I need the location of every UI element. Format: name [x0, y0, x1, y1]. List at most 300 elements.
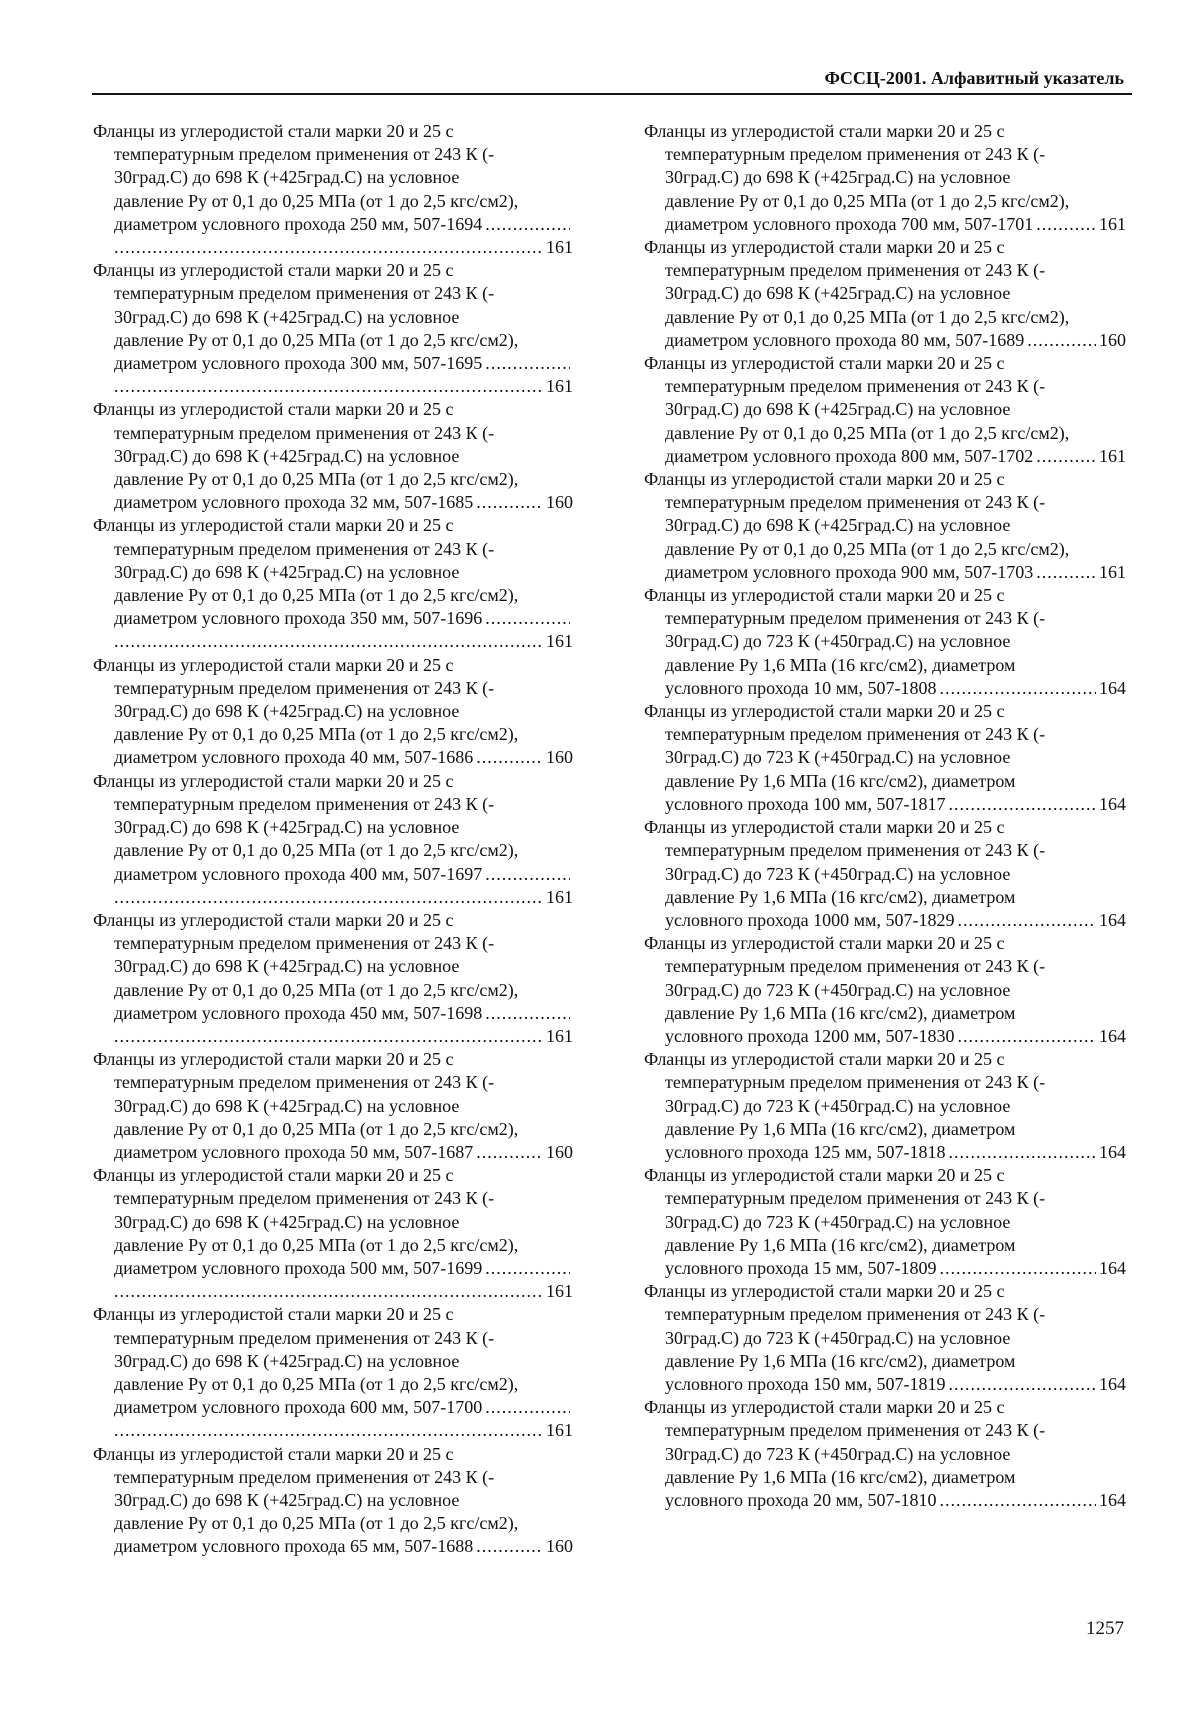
entry-text: 30град.С) до 723 К (+450град.С) на условное — [665, 979, 1011, 1000]
entry-text: давление Ру от 0,1 до 0,25 МПа (от 1 до 2,5 кгс/см2), — [114, 840, 519, 861]
header-rule — [92, 93, 1132, 95]
entry-line — [644, 468, 1126, 491]
dot-leader — [114, 1025, 543, 1048]
entry-line — [644, 1373, 1126, 1396]
entry-text: давление Ру от 0,1 до 0,25 МПа (от 1 до 2,5 кгс/см2), — [114, 979, 519, 1000]
dot-leader — [476, 746, 543, 769]
entry-page-number: 164 — [1099, 1257, 1126, 1278]
entry-line — [644, 166, 1126, 189]
entry-leader-line — [93, 236, 573, 259]
entry-text: 30град.С) до 698 К (+425град.С) на условное — [114, 306, 460, 327]
entry-line — [93, 607, 573, 630]
dot-leader — [114, 375, 543, 398]
dot-leader — [485, 213, 570, 236]
entry-text: температурным пределом применения от 243 К (- — [665, 260, 1046, 281]
entry-page-number: 164 — [1099, 677, 1126, 698]
entry-line — [93, 584, 573, 607]
entry-line — [93, 190, 573, 213]
entry-line — [93, 1373, 573, 1396]
entry-line — [644, 886, 1126, 909]
entry-line — [93, 1002, 573, 1025]
entry-page-number: 164 — [1099, 909, 1126, 930]
entry-text: 30град.С) до 698 К (+425град.С) на условное — [114, 1350, 460, 1371]
entry-leader-line — [93, 630, 573, 653]
dot-leader — [485, 1257, 570, 1280]
entry-text: 30град.С) до 698 К (+425град.С) на условное — [114, 1095, 460, 1116]
entry-line — [644, 213, 1126, 236]
dot-leader — [485, 1002, 570, 1025]
entry-text: Фланцы из углеродистой стали марки 20 и 25 с — [93, 515, 454, 536]
dot-leader — [114, 236, 543, 259]
entry-text: условного прохода 10 мм, 507-1808 — [665, 677, 937, 698]
entry-text: 30град.С) до 723 К (+450град.С) на условное — [665, 631, 1011, 652]
entry-page-number: 161 — [1099, 213, 1126, 234]
entry-leader-line — [93, 1280, 573, 1303]
entry-page-number: 164 — [1099, 1025, 1126, 1046]
entry-line — [93, 120, 573, 143]
entry-text: условного прохода 20 мм, 507-1810 — [665, 1489, 937, 1510]
entry-text: давление Ру от 0,1 до 0,25 МПа (от 1 до 2,5 кгс/см2), — [114, 1373, 519, 1394]
entry-line — [93, 1350, 573, 1373]
entry-line — [644, 584, 1126, 607]
dot-leader — [114, 1419, 543, 1442]
entry-text: диаметром условного прохода 800 мм, 507-1702 — [665, 445, 1034, 466]
entry-page-number: 161 — [1099, 445, 1126, 466]
entry-text: Фланцы из углеродистой стали марки 20 и 25 с — [93, 1049, 454, 1070]
entry-page-number: 160 — [546, 492, 573, 513]
entry-line — [93, 1512, 573, 1535]
entry-line — [644, 1257, 1126, 1280]
dot-leader — [114, 886, 543, 909]
entry-line — [644, 352, 1126, 375]
entry-text: температурным пределом применения от 243 К (- — [665, 492, 1046, 513]
entry-text: Фланцы из углеродистой стали марки 20 и 25 с — [644, 1397, 1005, 1418]
entry-page-number: 164 — [1099, 1141, 1126, 1162]
index-entry — [93, 514, 573, 653]
entry-line — [644, 561, 1126, 584]
entry-text: давление Ру 1,6 МПа (16 кгс/см2), диаметром — [665, 1466, 1016, 1487]
dot-leader — [485, 607, 570, 630]
entry-line — [644, 514, 1126, 537]
entry-line — [644, 1350, 1126, 1373]
entry-line — [644, 1118, 1126, 1141]
entry-page-number: 164 — [1099, 793, 1126, 814]
index-entry — [644, 584, 1126, 700]
entry-text: 30град.С) до 723 К (+450град.С) на условное — [665, 1095, 1011, 1116]
entry-line — [644, 1164, 1126, 1187]
entry-text: диаметром условного прохода 50 мм, 507-1687 — [114, 1141, 474, 1162]
dot-leader — [948, 793, 1096, 816]
entry-text: Фланцы из углеродистой стали марки 20 и 25 с — [644, 817, 1005, 838]
entry-line — [93, 1396, 573, 1419]
entry-text: давление Ру от 0,1 до 0,25 МПа (от 1 до 2,5 кгс/см2), — [665, 190, 1070, 211]
entry-text: давление Ру от 0,1 до 0,25 МПа (от 1 до 2,5 кгс/см2), — [114, 724, 519, 745]
entry-text: температурным пределом применения от 243 К (- — [665, 1304, 1046, 1325]
entry-line — [644, 143, 1126, 166]
entry-line — [93, 329, 573, 352]
entry-line — [644, 190, 1126, 213]
entry-text: диаметром условного прохода 450 мм, 507-1698 — [114, 1002, 483, 1023]
entry-page-number: 160 — [546, 747, 573, 768]
entry-text: давление Ру 1,6 МПа (16 кгс/см2), диаметром — [665, 1350, 1016, 1371]
entry-line — [644, 329, 1126, 352]
entry-line — [93, 979, 573, 1002]
entry-text: Фланцы из углеродистой стали марки 20 и 25 с — [93, 909, 454, 930]
dot-leader — [948, 1373, 1096, 1396]
entry-text: Фланцы из углеродистой стали марки 20 и 25 с — [644, 469, 1005, 490]
entry-text: 30град.С) до 698 К (+425град.С) на условное — [665, 167, 1011, 188]
entry-line — [93, 306, 573, 329]
entry-text: Фланцы из углеродистой стали марки 20 и 25 с — [644, 701, 1005, 722]
entry-text: 30град.С) до 698 К (+425град.С) на условное — [114, 445, 460, 466]
entry-line — [93, 1303, 573, 1326]
entry-text: Фланцы из углеродистой стали марки 20 и 25 с — [93, 399, 454, 420]
index-entry — [93, 770, 573, 909]
entry-line — [644, 654, 1126, 677]
entry-line — [644, 1234, 1126, 1257]
entry-text: условного прохода 15 мм, 507-1809 — [665, 1257, 937, 1278]
entry-line — [93, 677, 573, 700]
entry-line — [93, 700, 573, 723]
entry-line — [644, 1303, 1126, 1326]
index-entry — [93, 654, 573, 770]
entry-leader-line — [93, 375, 573, 398]
entry-line — [93, 793, 573, 816]
entry-page-number: 161 — [546, 376, 573, 397]
entry-text: давление Ру от 0,1 до 0,25 МПа (от 1 до 2,5 кгс/см2), — [114, 1118, 519, 1139]
entry-line — [644, 1048, 1126, 1071]
entry-line — [93, 654, 573, 677]
entry-line — [93, 1443, 573, 1466]
entry-line — [93, 538, 573, 561]
entry-text: давление Ру 1,6 МПа (16 кгс/см2), диаметром — [665, 770, 1016, 791]
entry-text: диаметром условного прохода 80 мм, 507-1689 — [665, 329, 1025, 350]
entry-line — [93, 723, 573, 746]
dot-leader — [939, 1257, 1096, 1280]
entry-text: 30град.С) до 698 К (+425град.С) на условное — [114, 817, 460, 838]
entry-line — [93, 1466, 573, 1489]
entry-line — [93, 422, 573, 445]
entry-line — [93, 1071, 573, 1094]
entry-text: Фланцы из углеродистой стали марки 20 и 25 с — [93, 770, 454, 791]
entry-line — [93, 1164, 573, 1187]
entry-line — [93, 770, 573, 793]
entry-text: Фланцы из углеродистой стали марки 20 и 25 с — [644, 1165, 1005, 1186]
entry-text: давление Ру от 0,1 до 0,25 МПа (от 1 до 2,5 кгс/см2), — [114, 585, 519, 606]
entry-text: давление Ру 1,6 МПа (16 кгс/см2), диаметром — [665, 1234, 1016, 1255]
entry-text: температурным пределом применения от 243 К (- — [114, 538, 495, 559]
index-entry — [644, 932, 1126, 1048]
entry-text: давление Ру 1,6 МПа (16 кгс/см2), диаметром — [665, 654, 1016, 675]
entry-text: 30град.С) до 698 К (+425град.С) на условное — [665, 515, 1011, 536]
entry-page-number: 164 — [1099, 1489, 1126, 1510]
entry-page-number: 160 — [1099, 329, 1126, 350]
entry-line — [93, 816, 573, 839]
entry-text: температурным пределом применения от 243 К (- — [665, 1188, 1046, 1209]
entry-line — [644, 1327, 1126, 1350]
entry-text: температурным пределом применения от 243 К (- — [114, 793, 495, 814]
entry-text: Фланцы из углеродистой стали марки 20 и 25 с — [93, 121, 454, 141]
index-column-left — [93, 120, 573, 1559]
entry-page-number: 161 — [546, 1025, 573, 1046]
entry-text: давление Ру от 0,1 до 0,25 МПа (от 1 до 2,5 кгс/см2), — [114, 469, 519, 490]
dot-leader — [114, 1280, 543, 1303]
entry-line — [644, 422, 1126, 445]
entry-text: температурным пределом применения от 243 К (- — [114, 144, 495, 165]
entry-text: давление Ру от 0,1 до 0,25 МПа (от 1 до 2,5 кгс/см2), — [665, 538, 1070, 559]
index-entry — [93, 1164, 573, 1303]
entry-line — [644, 1002, 1126, 1025]
entry-text: давление Ру от 0,1 до 0,25 МПа (от 1 до 2,5 кгс/см2), — [114, 329, 519, 350]
entry-line — [644, 398, 1126, 421]
entry-line — [93, 1489, 573, 1512]
entry-text: условного прохода 1000 мм, 507-1829 — [665, 909, 955, 930]
entry-line — [93, 352, 573, 375]
index-entry — [644, 1280, 1126, 1396]
dot-leader — [476, 1141, 543, 1164]
entry-text: диаметром условного прохода 400 мм, 507-1697 — [114, 863, 483, 884]
dot-leader — [957, 1025, 1096, 1048]
entry-line — [93, 1327, 573, 1350]
entry-text: температурным пределом применения от 243 К (- — [114, 1327, 495, 1348]
entry-text: диаметром условного прохода 300 мм, 507-1695 — [114, 353, 483, 374]
entry-page-number: 161 — [546, 631, 573, 652]
entry-text: диаметром условного прохода 32 мм, 507-1685 — [114, 492, 474, 513]
entry-line — [644, 1443, 1126, 1466]
entry-text: давление Ру от 0,1 до 0,25 МПа (от 1 до 2,5 кгс/см2), — [114, 1234, 519, 1255]
entry-line — [644, 1466, 1126, 1489]
entry-line — [644, 863, 1126, 886]
entry-text: 30град.С) до 698 К (+425град.С) на условное — [665, 399, 1011, 420]
entry-text: диаметром условного прохода 500 мм, 507-1699 — [114, 1257, 483, 1278]
index-entry — [644, 816, 1126, 932]
entry-text: Фланцы из углеродистой стали марки 20 и 25 с — [644, 1281, 1005, 1302]
entry-line — [93, 1118, 573, 1141]
entry-line — [644, 445, 1126, 468]
index-entry — [644, 120, 1126, 236]
entry-line — [644, 979, 1126, 1002]
dot-leader — [1036, 445, 1096, 468]
entry-text: 30град.С) до 698 К (+425град.С) на условное — [114, 167, 460, 188]
entry-line — [93, 166, 573, 189]
entry-line — [93, 259, 573, 282]
entry-text: Фланцы из углеродистой стали марки 20 и 25 с — [93, 260, 454, 281]
entry-text: температурным пределом применения от 243 К (- — [665, 144, 1046, 165]
entry-line — [93, 1187, 573, 1210]
dot-leader — [957, 909, 1096, 932]
dot-leader — [939, 1489, 1096, 1512]
entry-line — [644, 770, 1126, 793]
entry-text: Фланцы из углеродистой стали марки 20 и 25 с — [644, 237, 1005, 258]
dot-leader — [948, 1141, 1096, 1164]
entry-line — [93, 909, 573, 932]
index-entry — [93, 120, 573, 259]
entry-page-number: 161 — [546, 237, 573, 258]
entry-text: температурным пределом применения от 243 К (- — [665, 724, 1046, 745]
entry-text: температурным пределом применения от 243 К (- — [114, 422, 495, 443]
entry-text: Фланцы из углеродистой стали марки 20 и 25 с — [93, 1165, 454, 1186]
entry-line — [644, 1211, 1126, 1234]
entry-text: температурным пределом применения от 243 К (- — [114, 1466, 495, 1487]
entry-page-number: 164 — [1099, 1373, 1126, 1394]
index-entry — [93, 1303, 573, 1442]
entry-line — [644, 1280, 1126, 1303]
entry-line — [644, 306, 1126, 329]
entry-text: температурным пределом применения от 243 К (- — [665, 376, 1046, 397]
entry-line — [644, 282, 1126, 305]
entry-line — [93, 445, 573, 468]
entry-text: Фланцы из углеродистой стали марки 20 и 25 с — [644, 585, 1005, 606]
entry-page-number: 161 — [546, 1281, 573, 1302]
entry-line — [644, 955, 1126, 978]
entry-text: Фланцы из углеродистой стали марки 20 и 25 с — [93, 1443, 454, 1464]
entry-line — [93, 1048, 573, 1071]
entry-leader-line — [93, 1025, 573, 1048]
entry-page-number: 160 — [546, 1536, 573, 1557]
dot-leader — [476, 491, 543, 514]
index-entry — [93, 398, 573, 514]
index-entry — [644, 1048, 1126, 1164]
entry-line — [93, 1211, 573, 1234]
entry-text: температурным пределом применения от 243 К (- — [114, 1188, 495, 1209]
entry-text: температурным пределом применения от 243 К (- — [665, 608, 1046, 629]
entry-line — [93, 1095, 573, 1118]
entry-line — [93, 839, 573, 862]
entry-line — [644, 375, 1126, 398]
entry-text: давление Ру 1,6 МПа (16 кгс/см2), диаметром — [665, 1002, 1016, 1023]
entry-text: 30град.С) до 698 К (+425град.С) на условное — [114, 1211, 460, 1232]
entry-line — [644, 259, 1126, 282]
entry-text: 30град.С) до 698 К (+425град.С) на условное — [114, 956, 460, 977]
entry-text: диаметром условного прохода 900 мм, 507-1703 — [665, 561, 1034, 582]
index-entry — [93, 1048, 573, 1164]
entry-text: Фланцы из углеродистой стали марки 20 и 25 с — [93, 1304, 454, 1325]
entry-line — [644, 793, 1126, 816]
entry-line — [93, 1234, 573, 1257]
page-header-title: ФССЦ-2001. Алфавитный указатель — [824, 68, 1124, 88]
entry-text: давление Ру от 0,1 до 0,25 МПа (от 1 до 2,5 кгс/см2), — [665, 422, 1070, 443]
entry-text: давление Ру 1,6 МПа (16 кгс/см2), диаметром — [665, 886, 1016, 907]
entry-line — [93, 491, 573, 514]
entry-line — [644, 723, 1126, 746]
entry-text: давление Ру 1,6 МПа (16 кгс/см2), диаметром — [665, 1118, 1016, 1139]
entry-line — [93, 514, 573, 537]
index-entry — [644, 700, 1126, 816]
dot-leader — [476, 1535, 543, 1558]
entry-line — [93, 213, 573, 236]
entry-text: Фланцы из углеродистой стали марки 20 и 25 с — [644, 1049, 1005, 1070]
entry-line — [93, 746, 573, 769]
entry-text: 30град.С) до 723 К (+450град.С) на условное — [665, 1211, 1011, 1232]
entry-line — [93, 1141, 573, 1164]
index-entry — [644, 1396, 1126, 1512]
entry-text: 30град.С) до 723 К (+450град.С) на условное — [665, 1327, 1011, 1348]
entry-line — [93, 863, 573, 886]
entry-text: диаметром условного прохода 40 мм, 507-1686 — [114, 747, 474, 768]
entry-text: давление Ру от 0,1 до 0,25 МПа (от 1 до 2,5 кгс/см2), — [114, 1513, 519, 1534]
entry-text: температурным пределом применения от 243 К (- — [114, 1072, 495, 1093]
index-entry — [93, 1443, 573, 1559]
entry-line — [644, 1489, 1126, 1512]
entry-text: условного прохода 1200 мм, 507-1830 — [665, 1025, 955, 1046]
entry-line — [644, 909, 1126, 932]
entry-line — [644, 630, 1126, 653]
index-entry — [93, 259, 573, 398]
entry-text: температурным пределом применения от 243 К (- — [665, 956, 1046, 977]
dot-leader — [485, 863, 570, 886]
entry-line — [93, 398, 573, 421]
entry-line — [93, 143, 573, 166]
entry-text: диаметром условного прохода 700 мм, 507-1701 — [665, 213, 1034, 234]
entry-text: диаметром условного прохода 65 мм, 507-1688 — [114, 1536, 474, 1557]
index-entry — [644, 352, 1126, 468]
entry-text: 30град.С) до 698 К (+425град.С) на условное — [114, 561, 460, 582]
index-column-right — [644, 120, 1126, 1512]
dot-leader — [1036, 561, 1096, 584]
entry-line — [93, 1257, 573, 1280]
entry-text: 30град.С) до 723 К (+450град.С) на условное — [665, 863, 1011, 884]
entry-text: температурным пределом применения от 243 К (- — [114, 677, 495, 698]
entry-line — [644, 236, 1126, 259]
index-entry — [644, 1164, 1126, 1280]
entry-text: температурным пределом применения от 243 К (- — [114, 283, 495, 304]
index-entry — [93, 909, 573, 1048]
entry-line — [93, 955, 573, 978]
entry-line — [644, 932, 1126, 955]
entry-line — [644, 816, 1126, 839]
entry-line — [644, 1095, 1126, 1118]
dot-leader — [1027, 329, 1096, 352]
entry-text: диаметром условного прохода 350 мм, 507-1696 — [114, 608, 483, 629]
entry-text: диаметром условного прохода 250 мм, 507-1694 — [114, 213, 483, 234]
dot-leader — [1036, 213, 1096, 236]
entry-text: температурным пределом применения от 243 К (- — [665, 840, 1046, 861]
dot-leader — [485, 352, 570, 375]
entry-line — [644, 491, 1126, 514]
entry-line — [644, 120, 1126, 143]
entry-text: 30град.С) до 698 К (+425град.С) на условное — [665, 283, 1011, 304]
dot-leader — [485, 1396, 570, 1419]
entry-text: давление Ру от 0,1 до 0,25 МПа (от 1 до 2,5 кгс/см2), — [114, 190, 519, 211]
entry-leader-line — [93, 886, 573, 909]
entry-line — [644, 607, 1126, 630]
entry-page-number: 161 — [546, 886, 573, 907]
dot-leader — [114, 630, 543, 653]
entry-text: условного прохода 150 мм, 507-1819 — [665, 1373, 946, 1394]
entry-line — [644, 1187, 1126, 1210]
entry-text: Фланцы из углеродистой стали марки 20 и 25 с — [93, 654, 454, 675]
entry-line — [644, 700, 1126, 723]
dot-leader — [939, 677, 1096, 700]
entry-page-number: 160 — [546, 1141, 573, 1162]
entry-line — [644, 746, 1126, 769]
entry-page-number: 161 — [1099, 561, 1126, 582]
entry-line — [644, 1141, 1126, 1164]
entry-text: Фланцы из углеродистой стали марки 20 и 25 с — [644, 933, 1005, 954]
entry-text: 30град.С) до 723 К (+450град.С) на условное — [665, 747, 1011, 768]
entry-line — [93, 282, 573, 305]
entry-text: 30град.С) до 723 К (+450град.С) на условное — [665, 1443, 1011, 1464]
entry-text: условного прохода 100 мм, 507-1817 — [665, 793, 946, 814]
index-entry — [644, 468, 1126, 584]
entry-text: диаметром условного прохода 600 мм, 507-1700 — [114, 1397, 483, 1418]
entry-line — [644, 1025, 1126, 1048]
entry-line — [644, 839, 1126, 862]
entry-line — [644, 677, 1126, 700]
entry-text: 30град.С) до 698 К (+425град.С) на условное — [114, 701, 460, 722]
entry-text: температурным пределом применения от 243 К (- — [665, 1072, 1046, 1093]
entry-text: температурным пределом применения от 243 К (- — [114, 933, 495, 954]
